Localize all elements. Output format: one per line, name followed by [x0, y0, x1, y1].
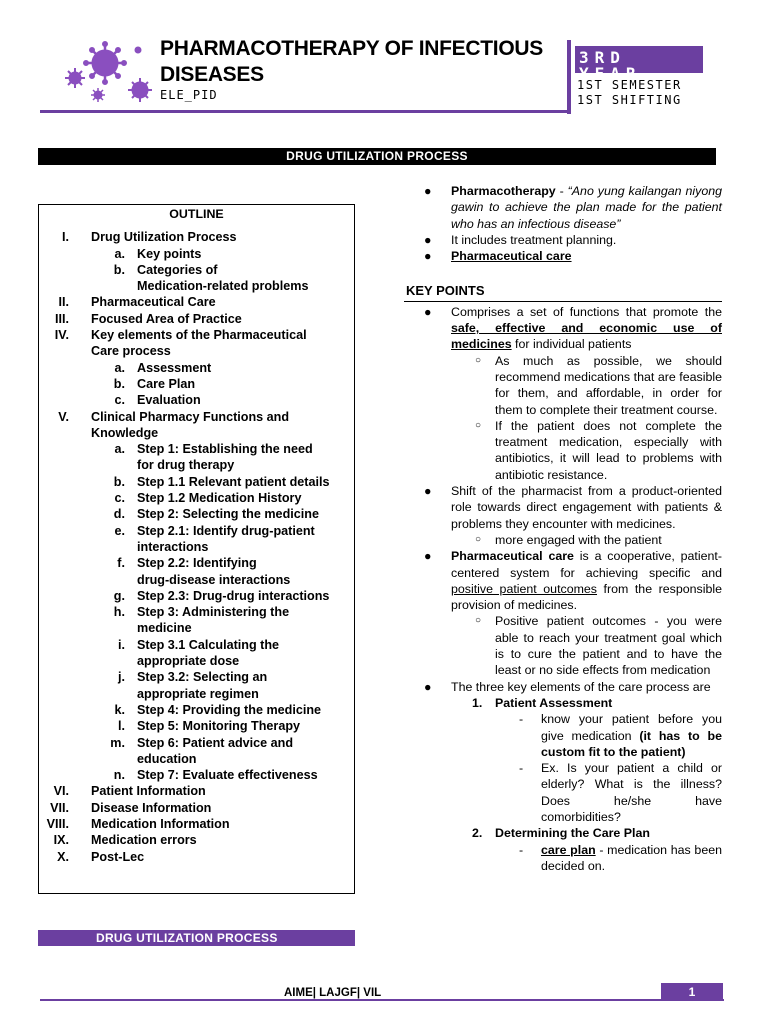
outline-item-number: VII. [50, 800, 69, 815]
outline-item [39, 474, 354, 490]
outline-item [39, 246, 354, 262]
number-marker: 1. [472, 695, 483, 710]
subject-code: ELE_PID [160, 88, 218, 102]
outline-item [39, 506, 354, 522]
outline-item-text: Step 5: Monitoring Therapy [137, 719, 301, 734]
outline-item-number: VIII. [46, 816, 69, 831]
year-divider [567, 40, 571, 114]
list-item: - know your patient before you give medication (it has to be custom fit to the patient) [519, 712, 722, 759]
list-item: ● Comprises a set of functions that promote the safe, effective and economic use of medicines for individual patients [424, 304, 722, 352]
outline-item-number: II. [58, 295, 69, 310]
outline-item [39, 669, 354, 685]
outline-item-text: Medication-related problems [137, 279, 309, 294]
outline-item [39, 539, 354, 555]
outline-item-number: b. [113, 262, 125, 277]
circle-bullet-icon: ○ [475, 419, 482, 431]
outline-item [39, 588, 354, 604]
section-title-bar: DRUG UTILIZATION PROCESS [38, 148, 716, 165]
dash-bullet-icon: - [519, 842, 524, 857]
outline-item [39, 311, 354, 327]
list-item: ● Pharmaceutical care [424, 249, 572, 264]
outline-item-number: n. [113, 768, 125, 783]
bullet-icon: ● [424, 679, 432, 694]
outline-item-text: Clinical Pharmacy Functions and [91, 409, 290, 424]
outline-item-text: Pharmaceutical Care [91, 295, 216, 310]
outline-item-text: Medication errors [91, 833, 197, 848]
outline-item [39, 604, 354, 620]
outline-item-number: VI. [53, 784, 69, 799]
outline-item-number: i. [118, 637, 125, 652]
outline-item-text: education [137, 751, 197, 766]
bottom-section-title-bar: DRUG UTILIZATION PROCESS [38, 930, 355, 946]
outline-item [39, 441, 354, 457]
outline-item [39, 523, 354, 539]
outline-item-text: Categories of [137, 262, 218, 277]
outline-box [38, 204, 355, 894]
outline-item-number: f. [117, 556, 125, 571]
circle-bullet-icon: ○ [475, 533, 482, 545]
list-item: ○ As much as possible, we should recommend medications that are feasible for them, and affordable, in order for them to complete their treatment course. [475, 353, 722, 417]
outline-item [39, 702, 354, 718]
year-badge: 3RD YEAR [575, 46, 703, 73]
outline-item-text: drug-disease interactions [137, 572, 291, 587]
outline-item [39, 425, 354, 441]
key-points-heading: KEY POINTS [406, 283, 485, 299]
semester-label: 1ST SEMESTER [577, 78, 682, 92]
outline-item-text: appropriate dose [137, 654, 240, 669]
outline-item-text: Disease Information [91, 800, 212, 815]
numbered-item: 2. Determining the Care Plan [472, 826, 650, 841]
outline-item-text: Evaluation [137, 393, 201, 408]
outline-item-text: Knowledge [91, 425, 159, 440]
outline-item-text: Step 3: Administering the [137, 605, 290, 620]
outline-item-number: I. [62, 230, 69, 245]
outline-item-text: Drug Utilization Process [91, 230, 237, 245]
outline-item-number: III. [55, 311, 69, 326]
outline-item [39, 800, 354, 816]
outline-item [39, 620, 354, 636]
outline-item-text: Step 2.3: Drug-drug interactions [137, 588, 330, 603]
outline-item-number: g. [113, 588, 125, 603]
outline-item [39, 327, 354, 343]
number-marker: 2. [472, 826, 483, 841]
outline-item [39, 490, 354, 506]
outline-item-number: X. [57, 849, 69, 864]
numbered-item: 1. Patient Assessment [472, 695, 613, 710]
outline-item-number: d. [113, 507, 125, 522]
outline-item [39, 751, 354, 767]
list-item: ○ Positive patient outcomes - you were able to reach your treatment goal which is to cure the patient and to have the least or no side effects from medication [475, 614, 722, 678]
outline-item [39, 783, 354, 799]
outline-item-number: h. [113, 605, 125, 620]
outline-item [39, 278, 354, 294]
outline-item-number: a. [114, 360, 125, 375]
page-title [160, 36, 560, 88]
outline-item-number: c. [114, 393, 125, 408]
outline-item-number: e. [114, 523, 125, 538]
outline-heading: OUTLINE [169, 207, 224, 221]
list-item: ● Pharmacotherapy - “Ano yung kailangan niyong gawin to achieve the plan made for the patient who has an infectious disease” [424, 184, 723, 231]
outline-item [39, 849, 354, 865]
outline-list [39, 229, 354, 865]
list-item: ● Shift of the pharmacist from a product-oriented role towards direct engagement with patients & problems they encounter with medicines. [424, 484, 722, 531]
key-points-rule [404, 301, 722, 302]
outline-item-number: j. [118, 670, 125, 685]
bullet-icon: ● [424, 549, 432, 564]
outline-item-text: Step 1.2 Medication History [137, 491, 302, 506]
outline-item [39, 376, 354, 392]
outline-item-text: Post-Lec [91, 849, 145, 864]
bullet-icon: ● [424, 484, 432, 499]
outline-item [39, 637, 354, 653]
outline-item [39, 718, 354, 734]
bullet-icon: ● [424, 304, 432, 319]
outline-item [39, 832, 354, 848]
outline-item-text: appropriate regimen [137, 686, 259, 701]
outline-item [39, 360, 354, 376]
outline-item-text: Care process [91, 344, 171, 359]
outline-item-text: interactions [137, 539, 209, 554]
outline-item [39, 229, 354, 245]
outline-item-text: Step 2: Selecting the medicine [137, 507, 319, 522]
outline-item-number: IX. [53, 833, 69, 848]
footer-divider [40, 999, 724, 1001]
dash-bullet-icon: - [519, 761, 524, 776]
list-item: - care plan - medication has been decided on. [519, 842, 722, 873]
outline-item-text: Step 1.1 Relevant patient details [137, 474, 330, 489]
outline-item-text: Key points [137, 246, 202, 261]
outline-item [39, 767, 354, 783]
list-item: ● It includes treatment planning. [424, 232, 617, 247]
bullet-icon: ● [424, 184, 432, 198]
virus-logo-icon [58, 36, 158, 106]
circle-bullet-icon: ○ [475, 615, 482, 627]
outline-item-text: for drug therapy [137, 458, 235, 473]
list-item: ● Pharmaceutical care is a cooperative, patient-centered system for achieving specific and positive patient outcomes from the responsible provision of medicines. [424, 549, 722, 613]
outline-item [39, 735, 354, 751]
header-divider [40, 110, 570, 113]
outline-item-text: Assessment [137, 360, 212, 375]
bullet-icon: ● [424, 249, 432, 264]
outline-item-text: Patient Information [91, 784, 206, 799]
outline-item-number: k. [114, 702, 125, 717]
outline-item-number: a. [114, 246, 125, 261]
list-item: ● The three key elements of the care process are [424, 679, 711, 694]
outline-item-text: Step 4: Providing the medicine [137, 702, 322, 717]
outline-item [39, 653, 354, 669]
outline-item-text: Focused Area of Practice [91, 311, 242, 326]
outline-item-number: a. [114, 442, 125, 457]
outline-item [39, 555, 354, 571]
dash-bullet-icon: - [519, 712, 524, 727]
outline-item-text: Step 1: Establishing the need [137, 442, 313, 457]
outline-item [39, 572, 354, 588]
outline-item-number: b. [113, 474, 125, 489]
list-item: ○ If the patient does not complete the treatment medication, especially with antibiotics, it will lead to problems with antibiotic resistance. [475, 418, 722, 482]
outline-item [39, 262, 354, 278]
outline-item [39, 816, 354, 832]
title-line-1: PHARMACOTHERAPY OF INFECTIOUS [160, 37, 543, 60]
outline-item-text: Step 7: Evaluate effectiveness [137, 768, 318, 783]
list-item: - Ex. Is your patient a child or elderly? What is the illness? Does he/she have comorbidities? [519, 761, 722, 824]
right-column [404, 183, 722, 874]
outline-item-text: Step 2.1: Identify drug-patient [137, 523, 315, 538]
outline-item-text: Step 3.2: Selecting an [137, 670, 268, 685]
outline-item [39, 457, 354, 473]
circle-bullet-icon: ○ [475, 354, 482, 366]
footer-authors: AIME| LAJGF| VIL [284, 987, 382, 999]
outline-item-text: Step 2.2: Identifying [137, 556, 257, 571]
outline-item-text: Step 6: Patient advice and [137, 735, 294, 750]
outline-item-number: b. [113, 376, 125, 391]
outline-item-text: Step 3.1 Calculating the [137, 637, 280, 652]
semester-info [577, 78, 682, 108]
outline-item-text: Medication Information [91, 816, 230, 831]
outline-item-number: IV. [54, 328, 69, 343]
outline-item-number: V. [58, 409, 69, 424]
shifting-label: 1ST SHIFTING [577, 93, 682, 107]
outline-item [39, 409, 354, 425]
outline-item [39, 294, 354, 310]
outline-item-text: medicine [137, 621, 192, 636]
list-item: ○ more engaged with the patient [475, 532, 662, 547]
outline-item-text: Care Plan [137, 376, 196, 391]
outline-item-number: l. [118, 719, 125, 734]
bullet-icon: ● [424, 232, 432, 247]
page-number: 1 [661, 983, 723, 1001]
outline-item [39, 686, 354, 702]
outline-item-text: Key elements of the Pharmaceutical [91, 328, 307, 343]
outline-item [39, 343, 354, 359]
title-line-2: DISEASES [160, 63, 264, 86]
outline-item-number: m. [110, 735, 125, 750]
outline-item-number: c. [114, 491, 125, 506]
outline-item [39, 392, 354, 408]
